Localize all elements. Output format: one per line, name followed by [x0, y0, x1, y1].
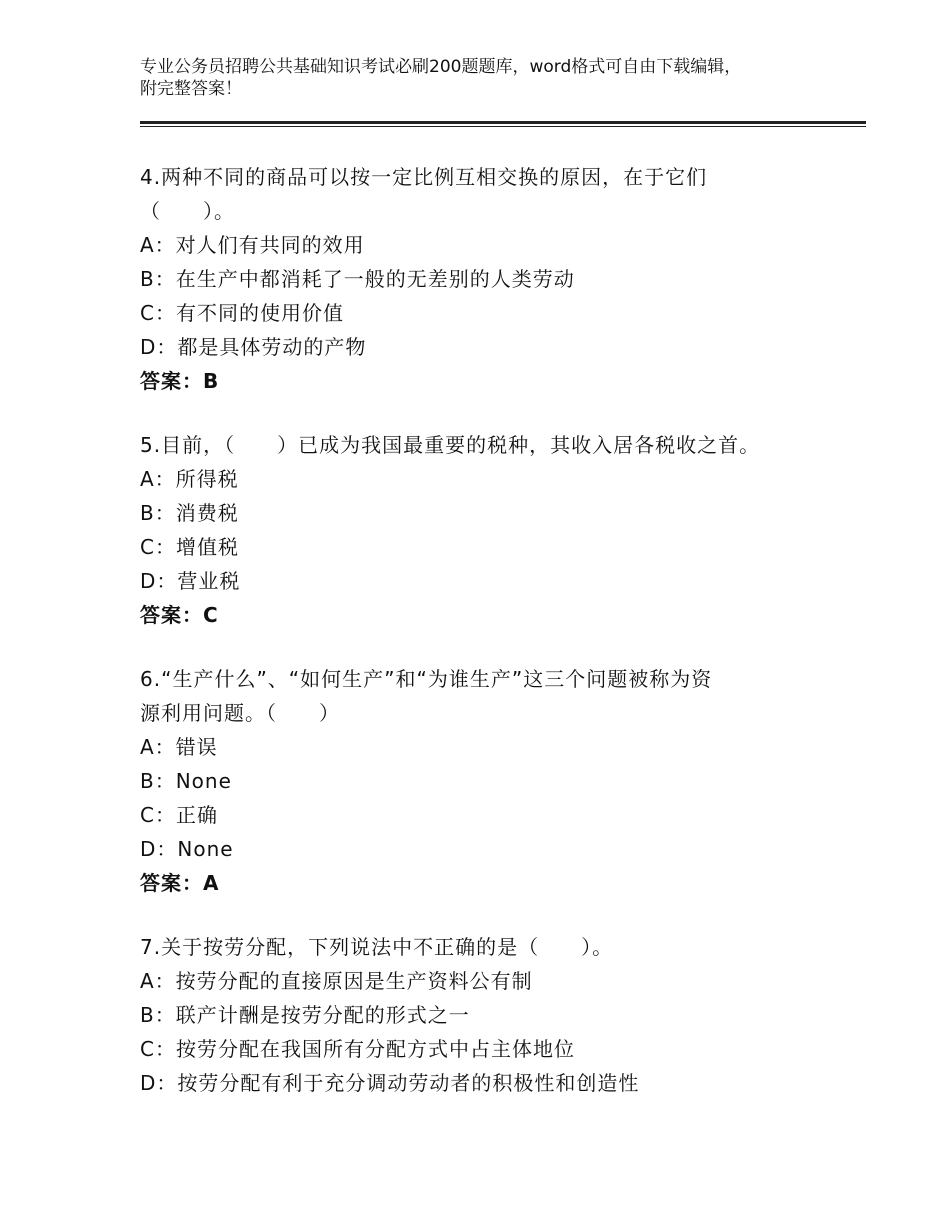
answer-label: 答案：A	[140, 871, 220, 895]
question-list	[140, 160, 840, 1130]
option-b: B：None	[140, 769, 232, 793]
question-4	[140, 160, 840, 398]
question-stem: 7.关于按劳分配，下列说法中不正确的是（ ）。	[140, 935, 614, 959]
option-d: D：营业税	[140, 569, 241, 593]
option-b: B：消费税	[140, 501, 239, 525]
question-stem: 6.“生产什么”、“如何生产”和“为谁生产”这三个问题被称为资 源利用问题。（ ）	[140, 667, 713, 725]
option-c: C：正确	[140, 803, 218, 827]
option-a: A：对人们有共同的效用	[140, 233, 365, 257]
option-a: A：错误	[140, 735, 218, 759]
question-7	[140, 930, 840, 1100]
header-line-1: 专业公务员招聘公共基础知识考试必刷200题题库，word格式可自由下载编辑，	[140, 57, 742, 77]
option-d: D：None	[140, 837, 234, 861]
option-d: D：都是具体劳动的产物	[140, 335, 367, 359]
question-stem: 4.两种不同的商品可以按一定比例互相交换的原因，在于它们 （ ）。	[140, 165, 708, 223]
answer-label: 答案：C	[140, 603, 219, 627]
document-header	[140, 56, 860, 100]
header-divider	[140, 121, 866, 124]
header-line-2: 附完整答案！	[140, 79, 242, 99]
option-c: C：有不同的使用价值	[140, 301, 344, 325]
question-5	[140, 428, 840, 632]
option-d: D：按劳分配有利于充分调动劳动者的积极性和创造性	[140, 1071, 640, 1095]
option-a: A：所得税	[140, 467, 239, 491]
option-a: A：按劳分配的直接原因是生产资料公有制	[140, 969, 533, 993]
option-c: C：按劳分配在我国所有分配方式中占主体地位	[140, 1037, 575, 1061]
option-b: B：联产计酬是按劳分配的形式之一	[140, 1003, 470, 1027]
option-c: C：增值税	[140, 535, 239, 559]
option-b: B：在生产中都消耗了一般的无差别的人类劳动	[140, 267, 575, 291]
answer-label: 答案：B	[140, 369, 220, 393]
question-stem: 5.目前，（ ）已成为我国最重要的税种，其收入居各税收之首。	[140, 433, 761, 457]
question-6	[140, 662, 840, 900]
